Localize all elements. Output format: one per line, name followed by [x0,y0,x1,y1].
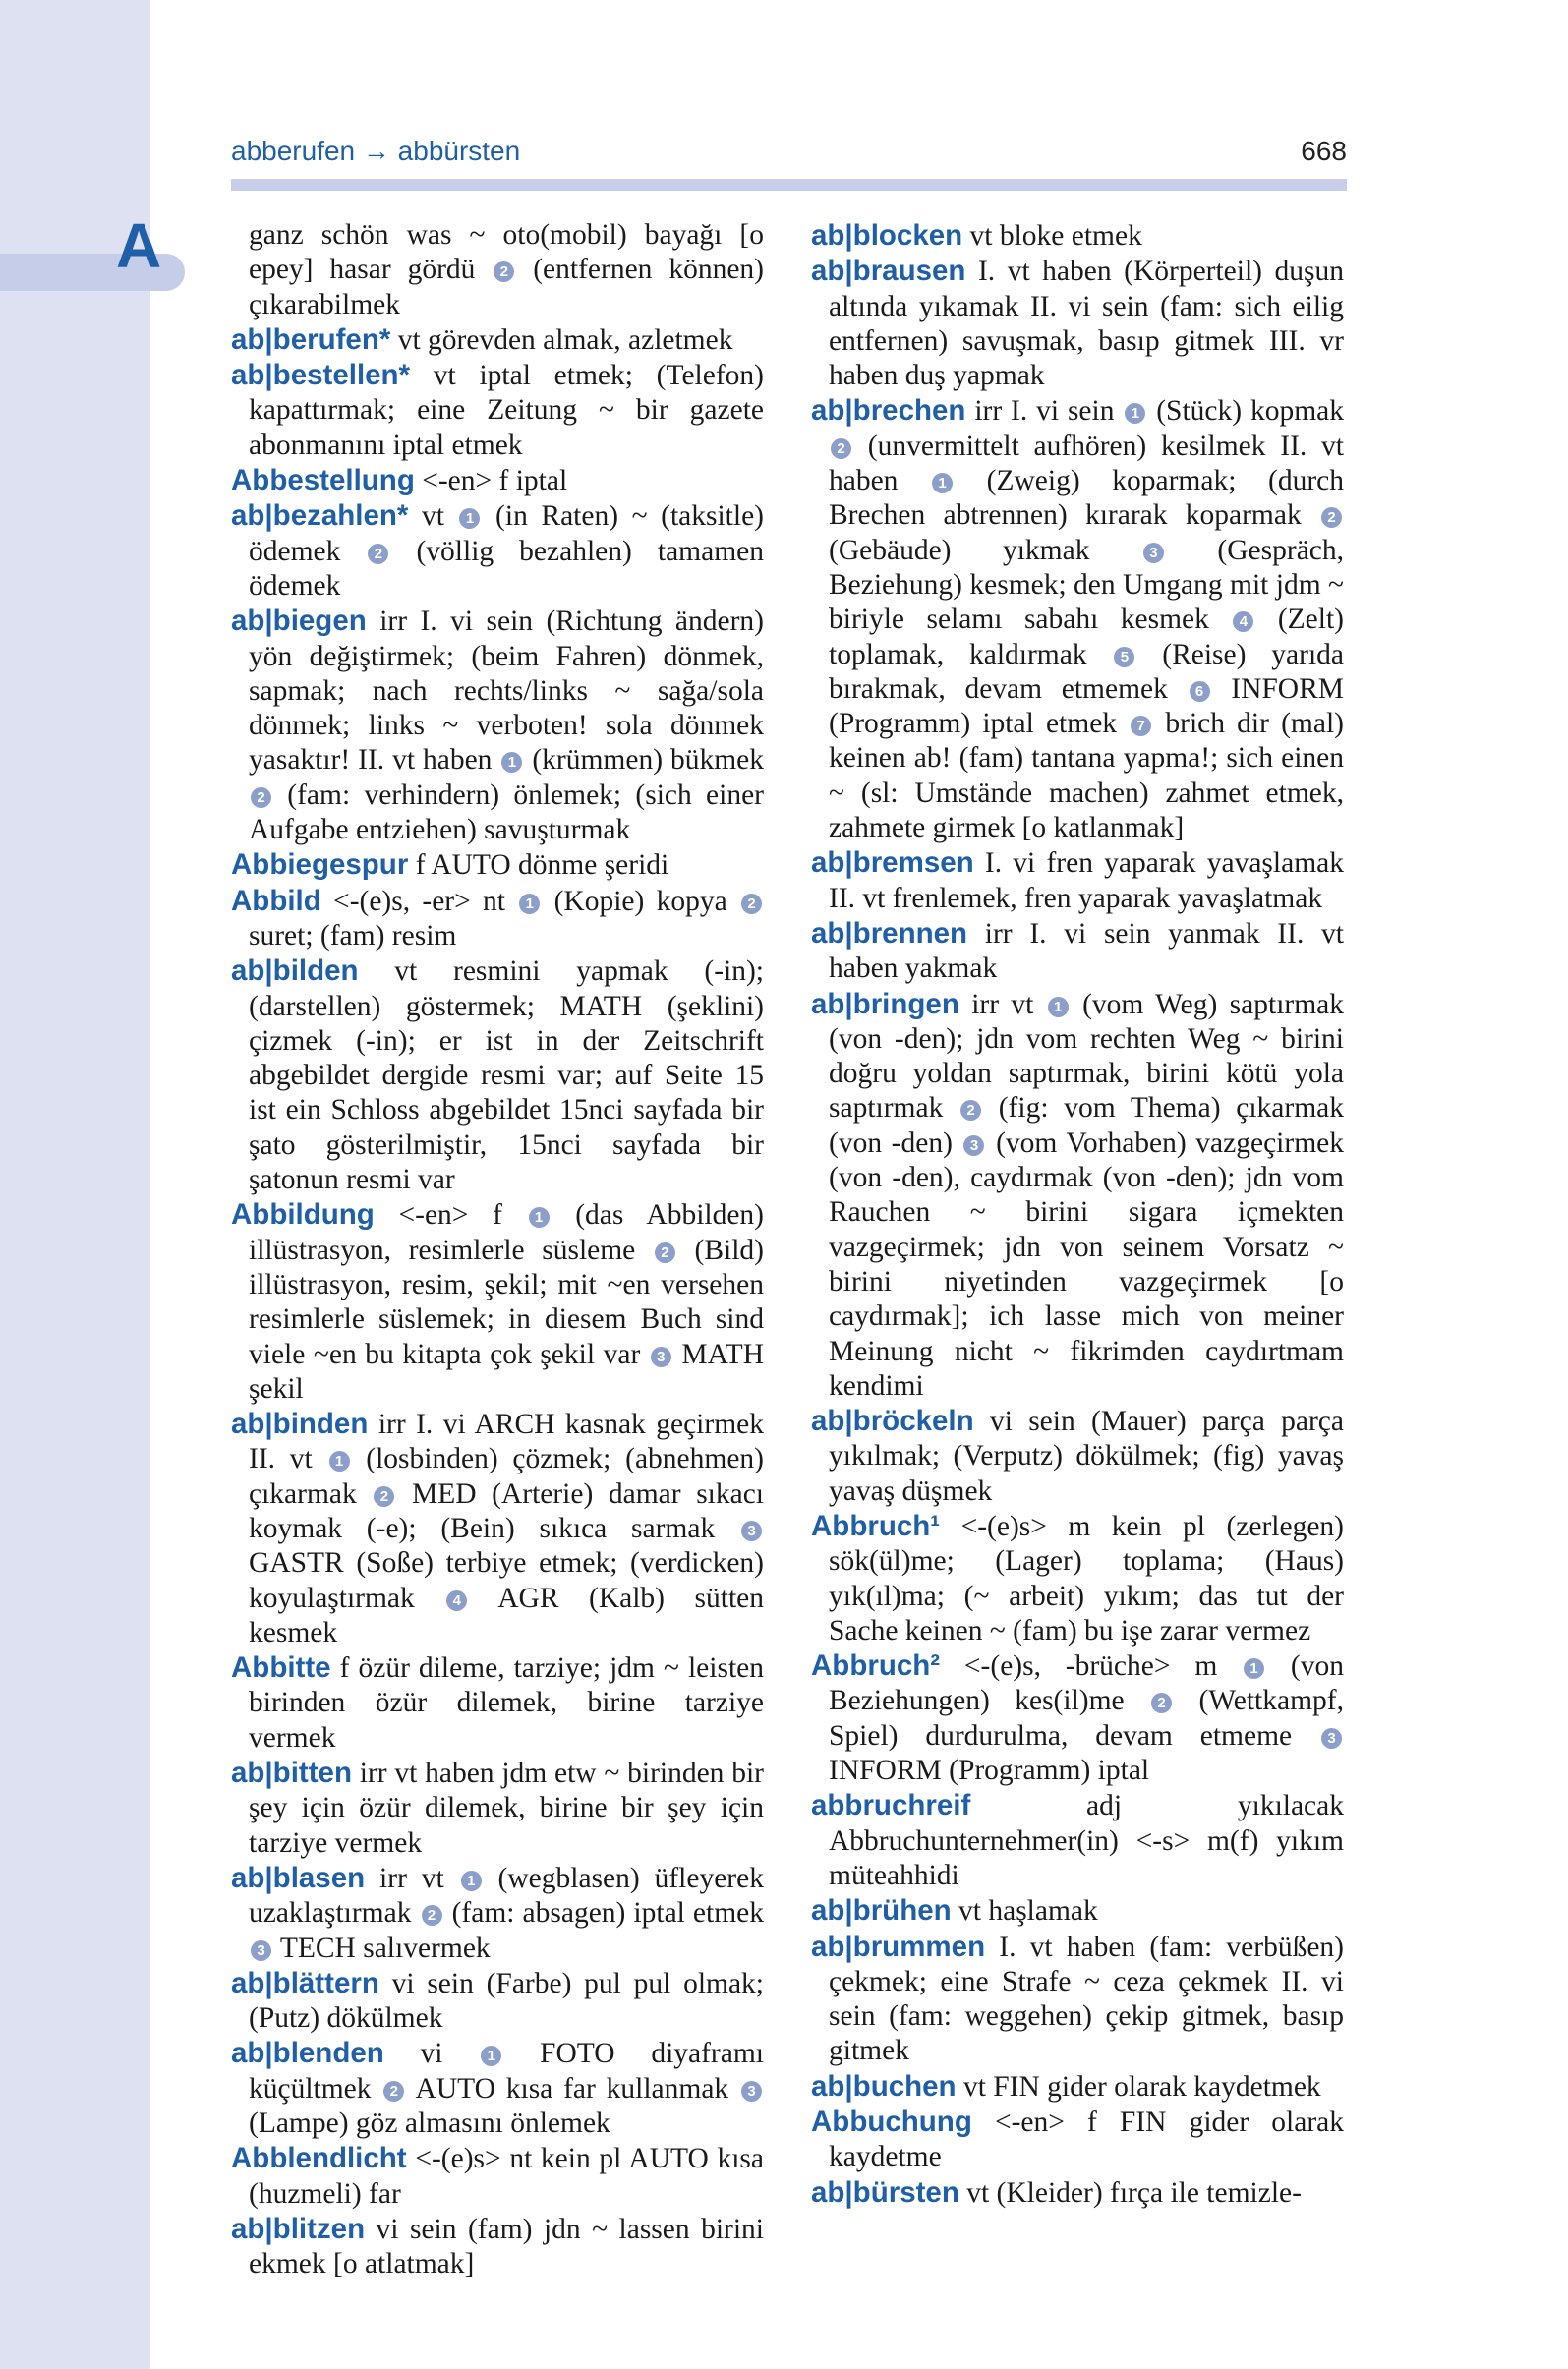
dictionary-entry: Abbildung <-en> f 1 (das Abbilden) illüstrasyon, resimlerle süsleme 2 (Bild) illüstrasyon, resim, şekil; mit ~en versehen resimlerle süslemek; in diesem Buch sind viele ~en bu kitapta çok şekil var 3 MATH şekil [231,1198,765,1405]
dictionary-entry: ab|bröckeln vi sein (Mauer) parça parça yıkılmak; (Verputz) dökülmek; (fig) yavaş yavaş düşmek [811,1405,1344,1507]
dictionary-entry: Abblendlicht <-(e)s> nt kein pl AUTO kısa (huzmeli) far [231,2142,764,2210]
dictionary-entry: ab|bilden vt resmini yapmak (-in); (darstellen) göstermek; MATH (şeklini) çizmek (-in); er ist in der Zeitschrift abgebildet dergide resmi var; auf Seite 15 ist ein Schloss abgebildet 15nci sayfada bir şato gösterilmiştir, 15nci sayfada bir şatonun resmi var [231,954,764,1196]
dictionary-entry: ab|bürsten vt (Kleider) fırça ile temizle- [811,2175,1302,2209]
dictionary-entry: Abbestellung <-en> f iptal [231,464,568,497]
left-column [231,218,764,2282]
dictionary-entry: Abbruch² <-(e)s, -brüche> m 1 (von Beziehungen) kes(il)me 2 (Wettkampf, Spiel) durdurulma, devam etmeme 3 INFORM (Programm) iptal [811,1649,1344,1787]
right-column [811,218,1344,2211]
dictionary-entry: ab|binden irr I. vi ARCH kasnak geçirmek II. vt 1 (losbinden) çözmek; (abnehmen) çıkarmak 2 MED (Arterie) damar sıkacı koymak (-e); (Bein) sıkıca sarmak 3 GASTR (Soße) terbiye etmek; (verdicken) koyulaştırmak 4 AGR (Kalb) sütten kesmek [231,1408,765,1648]
dictionary-entry: Abbild <-(e)s, -er> nt 1 (Kopie) kopya 2 suret; (fam) resim [231,884,764,954]
dictionary-entry: Abbiegespur f AUTO dönme şeridi [231,848,669,882]
running-head: abberufen → abbürsten [231,136,521,166]
dictionary-entry: ganz schön was ~ oto(mobil) bayağı [o epey] hasar gördü 2 (entfernen können) çıkarabilmek [249,219,764,320]
dictionary-entry: ab|blenden vi 1 FOTO diyaframı küçültmek 2 AUTO kısa far kullanmak 3 (Lampe) göz almasını önlemek [231,2037,764,2140]
page-margin-band [0,0,150,2369]
dictionary-entry: ab|bestellen* vt iptal etmek; (Telefon) kapattırmak; eine Zeitung ~ bir gazete abonmanını iptal etmek [231,359,764,461]
dictionary-entry: ab|brühen vt haşlamak [811,1894,1098,1928]
dictionary-entry: ab|berufen* vt görevden almak, azletmek [231,322,733,356]
dictionary-entry: ab|brausen I. vt haben (Körperteil) duşun altında yıkamak II. vi sein (fam: sich eilig entfernen) savuşmak, basıp gitmek III. vr haben duş yapmak [811,255,1344,392]
dictionary-entry: Abbuchung <-en> f FIN gider olarak kaydetme [811,2106,1344,2173]
dictionary-entry: Abbitte f özür dileme, tarziye; jdm ~ leisten birinden özür dilemek, birine tarziye vermek [231,1651,764,1754]
dictionary-entry: ab|bezahlen* vt 1 (in Raten) ~ (taksitle) ödemek 2 (völlig bezahlen) tamamen ödemek [231,499,764,602]
dictionary-entry: ab|biegen irr I. vi sein (Richtung ändern) yön değiştirmek; (beim Fahren) dönmek, sapmak; nach rechts/links ~ sağa/sola dönmek; links ~ verboten! sola dönmek yasaktır! II. vt haben 1 (krümmen) bükmek 2 (fam: verhindern) önlemek; (sich einer Aufgabe entziehen) savuşturmak [231,605,764,846]
dictionary-entry: Abbruch¹ <-(e)s> m kein pl (zerlegen) sök(ül)me; (Lager) toplama; (Haus) yık(ıl)ma; (~ arbeit) yıkım; das tut der Sache keinen ~ (fam) bu işe zarar vermez [811,1509,1344,1647]
dictionary-entry: ab|bitten irr vt haben jdm etw ~ birinden bir şey için özür dilemek, birine bir şey için tarziye vermek [231,1757,764,1859]
dictionary-entry: ab|blasen irr vt 1 (wegblasen) üfleyerek uzaklaştırmak 2 (fam: absagen) iptal etmek 3 TECH salıvermek [231,1861,764,1964]
dictionary-entry: ab|blättern vi sein (Farbe) pul pul olmak; (Putz) dökülmek [231,1966,764,2035]
header-rule [231,179,1347,191]
dictionary-entry: ab|blocken vt bloke etmek [811,219,1142,252]
dictionary-entry: abbruchreif adj yıkılacak Abbruchunternehmer(in) <-s> m(f) yıkım müteahhidi [811,1789,1344,1891]
dictionary-entry: ab|brechen irr I. vi sein 1 (Stück) kopmak 2 (unvermittelt aufhören) kesilmek II. vt haben 1 (Zweig) koparmak; (durch Brechen abtrennen) kırarak koparmak 2 (Gebäude) yıkmak 3 (Gespräch, Beziehung) kesmek; den Umgang mit jdm ~ biriyle selamı sabahı kesmek 4 (Zelt) toplamak, kaldırmak 5 (Reise) yarıda bırakmak, devam etmemek 6 INFORM (Programm) iptal etmek 7 brich dir (mal) keinen ab! (fam) tantana yapma!; sich einen ~ (sl: Umstände machen) zahmet etmek, zahmete girmek [o katlanmak] [811,394,1345,844]
section-letter: A [116,210,162,281]
dictionary-entry: ab|bringen irr vt 1 (vom Weg) saptırmak (von -den); jdn vom rechten Weg ~ birini doğru yoldan saptırmak, birini kötü yola saptırmak 2 (fig: vom Thema) çıkarmak (von -den) 3 (vom Vorhaben) vazgeçirmek (von -den), caydırmak (von -den); jdn vom Rauchen ~ birini sigara içmekten vazgeçirmek; jdn von seinem Vorsatz ~ birini niyetinden vazgeçirmek [o caydırmak]; ich lasse mich von meiner Meinung nicht ~ fikrimden caydırtmam kendimi [811,987,1345,1402]
dictionary-entry: ab|blitzen vi sein (fam) jdn ~ lassen birini ekmek [o atlatmak] [231,2212,764,2281]
dictionary-entry: ab|brummen I. vt haben (fam: verbüßen) çekmek; eine Strafe ~ ceza çekmek II. vi sein (fam: weggehen) çekip gitmek, basıp gitmek [811,1930,1344,2067]
page-number: 668 [1301,136,1347,166]
dictionary-entry: ab|buchen vt FIN gider olarak kaydetmek [811,2069,1321,2103]
dictionary-entry: ab|brennen irr I. vi sein yanmak II. vt haben yakmak [811,916,1344,985]
dictionary-entry: ab|bremsen I. vi fren yaparak yavaşlamak II. vt frenlemek, fren yaparak yavaşlatmak [811,846,1344,914]
